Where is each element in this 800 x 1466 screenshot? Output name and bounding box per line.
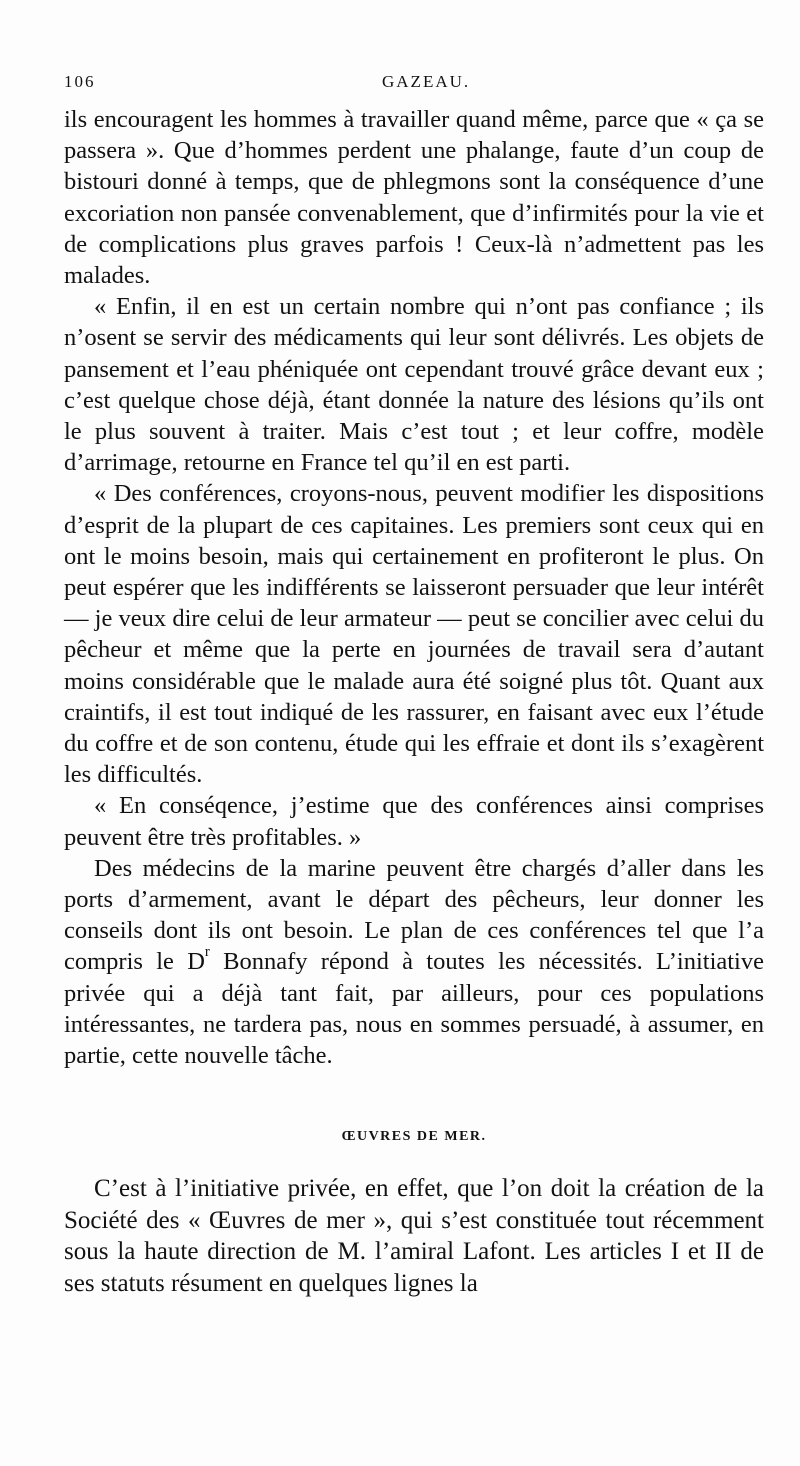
main-text xyxy=(64,104,764,1071)
section-title: ŒUVRES DE MER. xyxy=(341,1129,487,1145)
paragraph-1: ils encouragent les hommes à travailler quand même, parce que « ça se passera ». Que d’hommes perdent une phalange, faute d’un coup de bistouri donné à temps, que de phlegmons sont la conséquence d’une excoriation non pansée convenablement, que d’infirmités pour la vie et de complications plus graves parfois ! Ceux-là n’admettent pas les malades. xyxy=(64,106,764,290)
doctor-abbrev-sup: r xyxy=(204,944,210,961)
running-title: GAZEAU. xyxy=(382,72,471,91)
section-text xyxy=(64,1173,764,1299)
running-head xyxy=(64,68,764,104)
paragraph-5-part-1: Des médecins de la marine peuvent être chargés d’aller dans les ports d’armement, avant le départ des pêcheurs, leur donner les conseils dont ils ont besoin. Le plan de ces conférences tel que l’a compris le D xyxy=(64,854,764,976)
page-number: 106 xyxy=(64,72,96,91)
paragraph-4: « En conséqence, j’estime que des conférences ainsi comprises peuvent être très profitables. » xyxy=(64,792,764,851)
paragraph-3: « Des conférences, croyons-nous, peuvent modifier les dispositions d’esprit de la plupart de ces capitaines. Les premiers sont ceux qui en ont le moins besoin, mais qui certainement en profiteront le plus. On peut espérer que les indifférents se laisseront persuader que leur intérêt — je veux dire celui de leur armateur — peut se concilier avec celui du pêcheur et même que la perte en journées de travail sera d’autant moins considérable que le malade aura été soigné plus tôt. Quant aux craintifs, il est tout indiqué de les rassurer, en faisant avec eux l’étude du coffre et de son contenu, étude qui les effraie et dont ils s’exagèrent les difficultés. xyxy=(64,480,764,789)
paragraph-5 xyxy=(64,853,764,1071)
paragraph-5-part-2: Bonnafy répond à toutes les nécessités. L’initiative privée qui a déjà tant fait, par ailleurs, pour ces populations intéressantes, ne tardera pas, nous en sommes persuadé, à assumer, en partie, cette nouvelle tâche. xyxy=(64,948,764,1070)
section-paragraph-1: C’est à l’initiative privée, en effet, que l’on doit la création de la Société des « Œuvres de mer », qui s’est constituée tout récemment sous la haute direction de M. l’amiral Lafont. Les articles I et II de ses statuts résument en quelques lignes la xyxy=(64,1175,764,1297)
paragraph-2: « Enfin, il en est un certain nombre qui n’ont pas confiance ; ils n’osent se servir des médicaments qui leur sont délivrés. Les objets de pansement et l’eau phéniquée ont cependant trouvé grâce devant eux ; c’est quelque chose déjà, étant donnée la nature des lésions qu’ils ont le plus souvent à traiter. Mais c’est tout ; et leur coffre, modèle d’arrimage, retourne en France tel qu’il en est parti. xyxy=(64,293,764,477)
